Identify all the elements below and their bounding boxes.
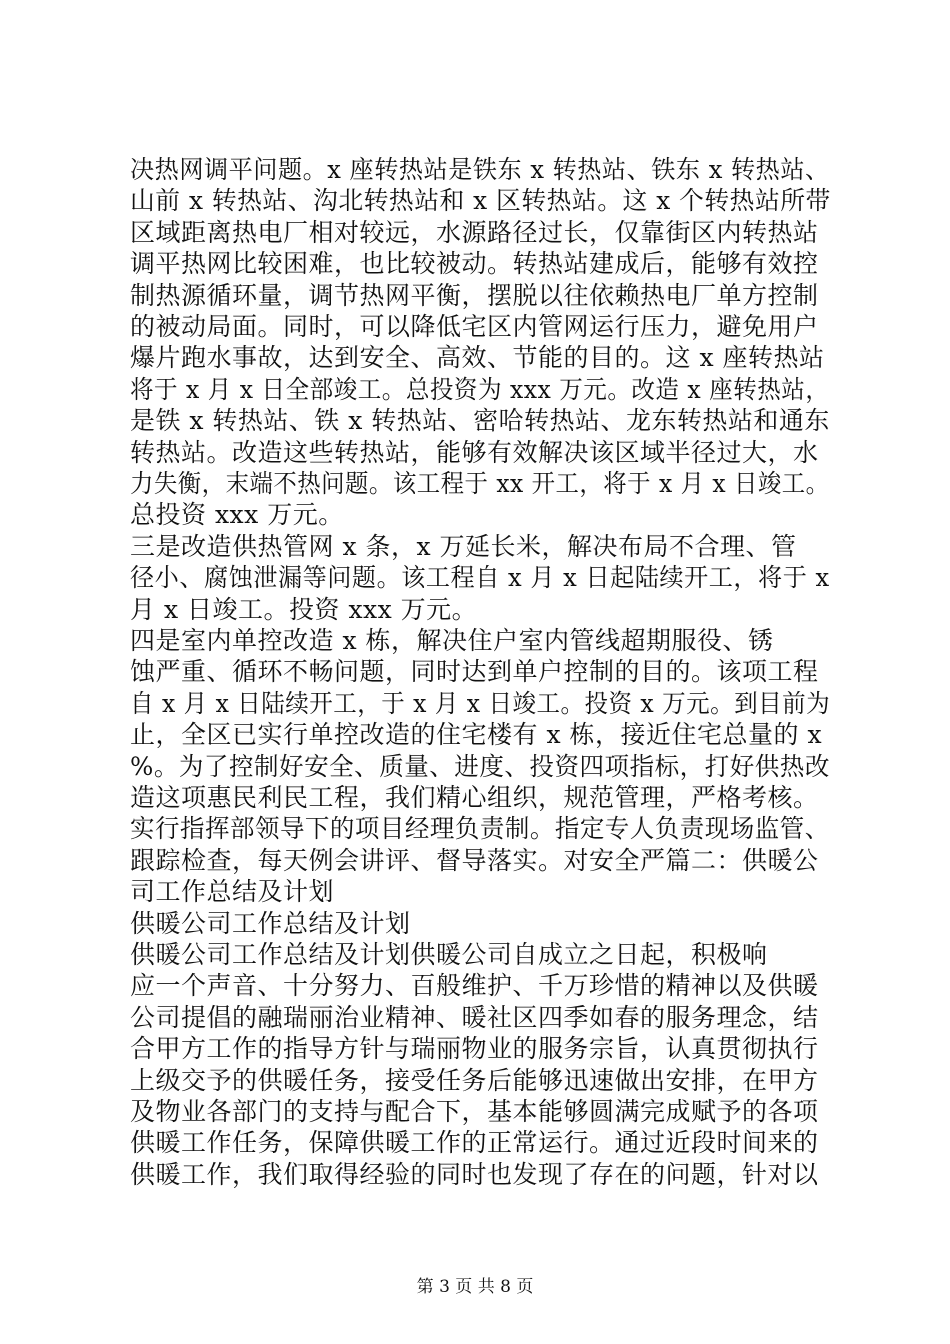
text-line: 区域距离热电厂相对较远，水源路径过长，仅靠街区内转热站 — [130, 217, 819, 247]
text-line: %。为了控制好安全、质量、进度、投资四项指标，打好供热改 — [130, 751, 830, 781]
text-line: 自 x 月 x 日陆续开工，于 x 月 x 日竣工。投资 x 万元。到目前为 — [130, 688, 831, 718]
text-line: 制热源循环量，调节热网平衡，摆脱以往依赖热电厂单方控制 — [130, 280, 819, 310]
text-line: 的被动局面。同时，可以降低宅区内管网运行压力，避免用户 — [130, 312, 819, 341]
text-line: 山前 x 转热站、沟北转热站和 x 区转热站。这 x 个转热站所带 — [130, 186, 831, 216]
text-line: 供暖工作，我们取得经验的同时也发现了存在的问题，针对以 — [130, 1159, 819, 1189]
text-line: 应一个声音、十分努力、百般维护、千万珍惜的精神以及供暖 — [130, 971, 819, 1001]
text-line: 四是室内单控改造 x 栋，解决住户室内管线超期服役、锈 — [130, 626, 774, 655]
text-line: 上级交予的供暖任务，接受任务后能够迅速做出安排，在甲方 — [130, 1065, 819, 1095]
text-line: 供暖公司工作总结及计划供暖公司自成立之日起，积极响 — [130, 940, 768, 969]
text-line: 止，全区已实行单控改造的住宅楼有 x 栋，接近住宅总量的 x — [130, 720, 823, 750]
text-line: 司工作总结及计划 — [130, 877, 335, 907]
text-line: 及物业各部门的支持与配合下，基本能够圆满完成赋予的各项 — [130, 1097, 819, 1126]
text-line: 决热网调平问题。x 座转热站是铁东 x 转热站、铁东 x 转热站、 — [130, 155, 830, 184]
text-line: 供暖工作任务，保障供暖工作的正常运行。通过近段时间来的 — [130, 1128, 819, 1158]
text-line: 径小、腐蚀泄漏等问题。该工程自 x 月 x 日起陆续开工，将于 x — [130, 563, 830, 593]
text-line: 合甲方工作的指导方针与瑞丽物业的服务宗旨，认真贯彻执行 — [130, 1034, 819, 1064]
text-line: 爆片跑水事故，达到安全、高效、节能的目的。这 x 座转热站 — [130, 343, 825, 373]
text-line: 造这项惠民利民工程，我们精心组织，规范管理，严格考核。 — [130, 783, 819, 812]
text-line: 实行指挥部领导下的项目经理负责制。指定专人负责现场监管、 — [130, 814, 830, 844]
text-line: 供暖公司工作总结及计划 — [130, 908, 411, 938]
text-line: 转热站。改造这些转热站，能够有效解决该区域半径过大，水 — [130, 437, 819, 467]
text-line: 公司提倡的融瑞丽治业精神、暖社区四季如春的服务理念，结 — [130, 1002, 819, 1032]
text-line: 总投资 xxx 万元。 — [130, 500, 344, 530]
text-line: 力失衡，末端不热问题。该工程于 xx 开工，将于 x 月 x 日竣工。 — [130, 469, 830, 498]
page-footer: 第 3 页 共 8 页 — [416, 1277, 534, 1297]
text-line: 月 x 日竣工。投资 xxx 万元。 — [130, 594, 478, 624]
text-line: 跟踪检查，每天例会讲评、督导落实。对安全严篇二：供暖公 — [130, 845, 819, 875]
text-line: 调平热网比较困难，也比较被动。转热站建成后，能够有效控 — [130, 249, 819, 279]
text-line: 蚀严重、循环不畅问题，同时达到单户控制的目的。该项工程 — [130, 657, 819, 687]
text-line: 三是改造供热管网 x 条，x 万延长米，解决布局不合理、管 — [130, 531, 797, 561]
text-line: 将于 x 月 x 日全部竣工。总投资为 xxx 万元。改造 x 座转热站， — [130, 374, 830, 404]
text-line: 是铁 x 转热站、铁 x 转热站、密哈转热站、龙东转热站和通东 — [130, 406, 830, 436]
